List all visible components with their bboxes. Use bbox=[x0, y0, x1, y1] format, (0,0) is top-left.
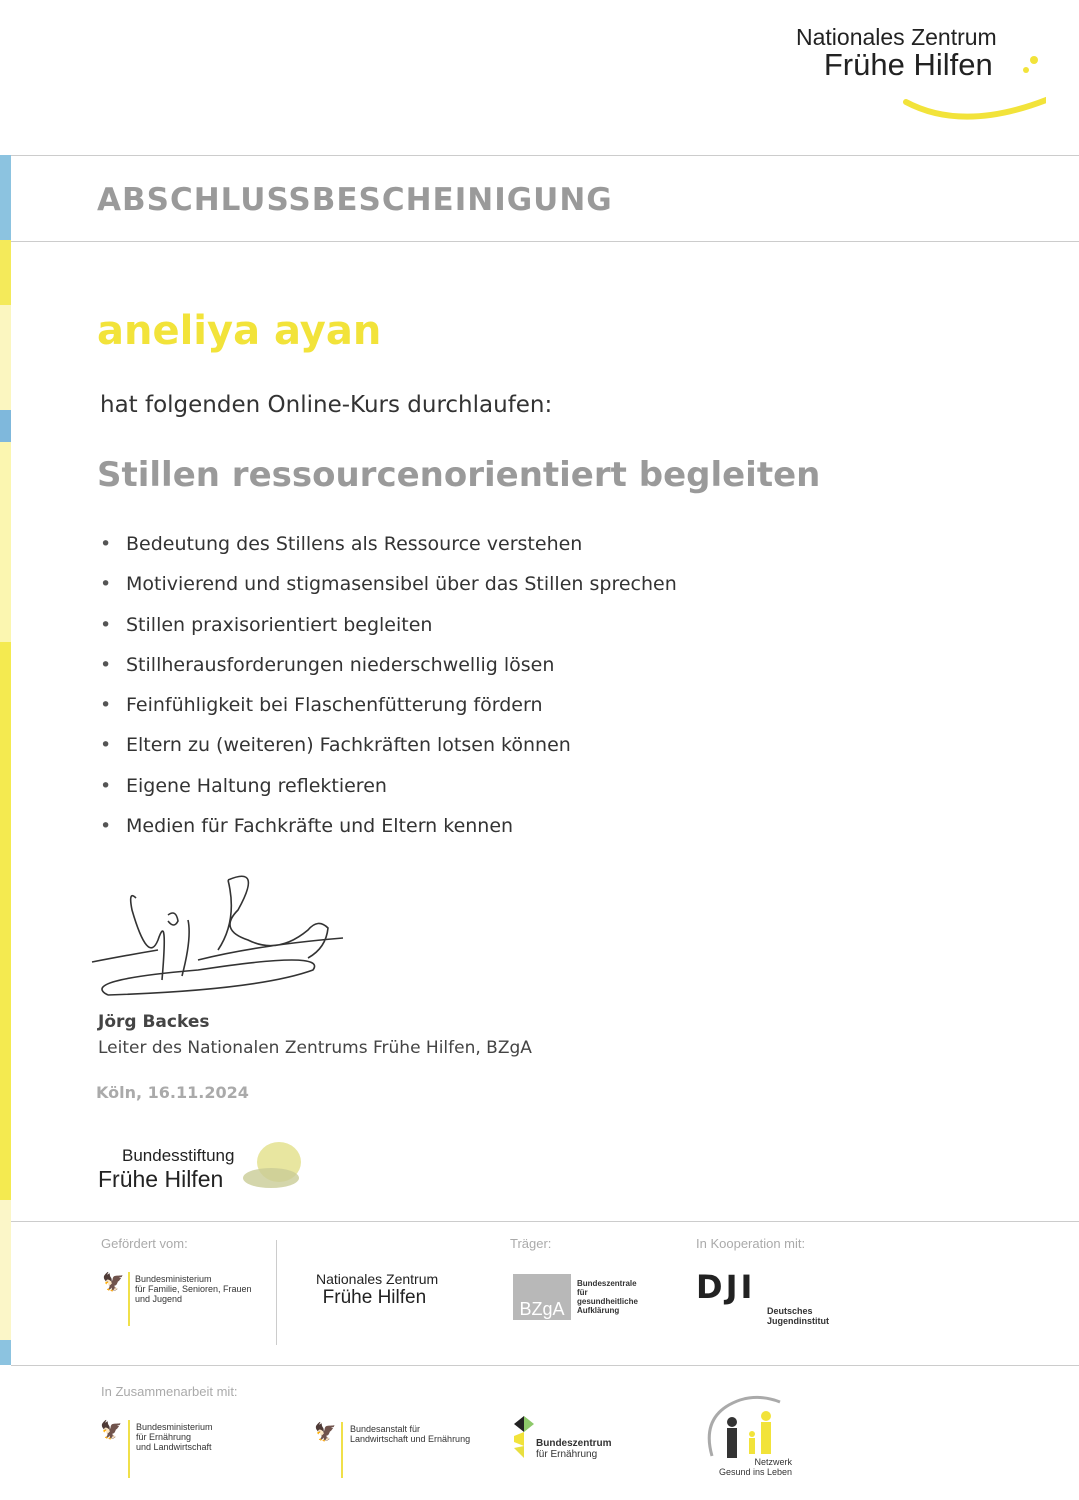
list-item: • Eigene Haltung reflektieren bbox=[100, 775, 677, 815]
list-item: • Medien für Fachkräfte und Eltern kennen bbox=[100, 815, 677, 855]
stripe-blue bbox=[0, 410, 11, 442]
federal-eagle-icon: 🦅 bbox=[314, 1422, 337, 1443]
certificate-title: ABSCHLUSSBESCHEINIGUNG bbox=[97, 182, 613, 218]
stripe-yellow bbox=[0, 240, 11, 305]
foundation-line2: Frühe Hilfen bbox=[98, 1166, 224, 1192]
text-line: Bundeszentrum bbox=[536, 1438, 612, 1449]
text-line: gesundheitliche bbox=[577, 1297, 638, 1306]
text-line: Jugendinstitut bbox=[767, 1316, 829, 1326]
text-line: Bundeszentrale bbox=[577, 1279, 637, 1288]
coop-label: In Kooperation mit: bbox=[696, 1236, 806, 1251]
text-line: für bbox=[577, 1288, 588, 1297]
list-item: • Feinfühligkeit bei Flaschenfütterung fördern bbox=[100, 694, 677, 734]
divider bbox=[11, 1365, 1079, 1366]
stripe-blue bbox=[0, 155, 11, 240]
topic-list bbox=[100, 533, 677, 855]
text-line: und Landwirtschaft bbox=[136, 1442, 212, 1452]
logo-line1: Nationales Zentrum bbox=[316, 1271, 439, 1287]
bzga-text bbox=[577, 1279, 638, 1315]
stripe-yellow bbox=[0, 642, 11, 1200]
text-line: Deutsches bbox=[767, 1306, 813, 1316]
divider bbox=[276, 1240, 277, 1345]
bzfe-text bbox=[536, 1438, 612, 1460]
list-item: • Stillherausforderungen niederschwellig lösen bbox=[100, 654, 677, 694]
nzfh-logo bbox=[796, 24, 997, 83]
bzga-logo bbox=[513, 1274, 571, 1320]
intro-text: hat folgenden Online-Kurs durchlaufen: bbox=[100, 392, 553, 418]
list-item: • Motivierend und stigmasensibel über das Stillen sprechen bbox=[100, 573, 677, 613]
yellow-bar bbox=[341, 1422, 343, 1478]
funded-label: Gefördert vom: bbox=[101, 1236, 188, 1251]
signature bbox=[88, 870, 348, 1005]
text-line: und Jugend bbox=[135, 1294, 183, 1304]
signer-name: Jörg Backes bbox=[98, 1012, 210, 1032]
text-line: für Ernährung bbox=[136, 1432, 192, 1442]
text-line: Landwirtschaft und Ernährung bbox=[350, 1434, 471, 1444]
collab-label: In Zusammenarbeit mit: bbox=[101, 1384, 238, 1399]
ble-text bbox=[350, 1424, 470, 1444]
federal-eagle-icon: 🦅 bbox=[100, 1420, 123, 1441]
foundation-line1: Bundesstiftung bbox=[122, 1146, 235, 1165]
yellow-bar bbox=[128, 1272, 130, 1326]
text-line: Bundesanstalt für bbox=[350, 1424, 421, 1434]
stripe-pale bbox=[0, 442, 11, 642]
dji-logo: DJI bbox=[696, 1268, 756, 1306]
netzwerk-emblem-icon bbox=[700, 1394, 795, 1464]
bmfsfj-text bbox=[135, 1274, 252, 1304]
stripe-pale bbox=[0, 305, 11, 410]
yellow-bar bbox=[128, 1420, 130, 1478]
text-line: Netzwerk bbox=[754, 1457, 792, 1467]
course-title: Stillen ressourcenorientiert begleiten bbox=[97, 455, 821, 495]
text-line: Bundesministerium bbox=[135, 1274, 212, 1284]
logo-line2: Frühe Hilfen bbox=[823, 47, 993, 82]
place-date: Köln, 16.11.2024 bbox=[96, 1083, 249, 1102]
text-line: Bundesministerium bbox=[136, 1422, 213, 1432]
stripe-blue bbox=[0, 1340, 11, 1365]
text-line: für Ernährung bbox=[536, 1449, 598, 1460]
bmel-text bbox=[136, 1422, 213, 1452]
stripe-pale bbox=[0, 1200, 11, 1340]
divider bbox=[11, 241, 1079, 242]
netzwerk-text bbox=[712, 1457, 792, 1477]
text-line: für Familie, Senioren, Frauen bbox=[135, 1284, 252, 1294]
divider bbox=[11, 1221, 1079, 1222]
foundation-emblem-icon bbox=[233, 1140, 305, 1194]
dji-text bbox=[767, 1306, 829, 1326]
bzfe-emblem-icon bbox=[512, 1414, 536, 1460]
logo-swoosh-icon bbox=[856, 44, 1046, 134]
signer-role: Leiter des Nationalen Zentrums Frühe Hilfen, BZgA bbox=[98, 1038, 532, 1058]
list-item: • Bedeutung des Stillens als Ressource verstehen bbox=[100, 533, 677, 573]
nzfh-footer-logo bbox=[316, 1271, 438, 1309]
bzga-mark: BZgA bbox=[519, 1299, 565, 1319]
bundesstiftung-logo bbox=[98, 1146, 234, 1193]
logo-line1: Nationales Zentrum bbox=[796, 24, 997, 50]
list-item: • Eltern zu (weiteren) Fachkräften lotsen können bbox=[100, 734, 677, 774]
divider bbox=[11, 155, 1079, 156]
list-item: • Stillen praxisorientiert begleiten bbox=[100, 614, 677, 654]
logo-line2: Frühe Hilfen bbox=[322, 1287, 427, 1308]
federal-eagle-icon: 🦅 bbox=[102, 1272, 125, 1293]
recipient-name: aneliya ayan bbox=[97, 308, 382, 354]
text-line: Aufklärung bbox=[577, 1306, 620, 1315]
text-line: Gesund ins Leben bbox=[718, 1467, 792, 1477]
carrier-label: Träger: bbox=[510, 1236, 552, 1251]
